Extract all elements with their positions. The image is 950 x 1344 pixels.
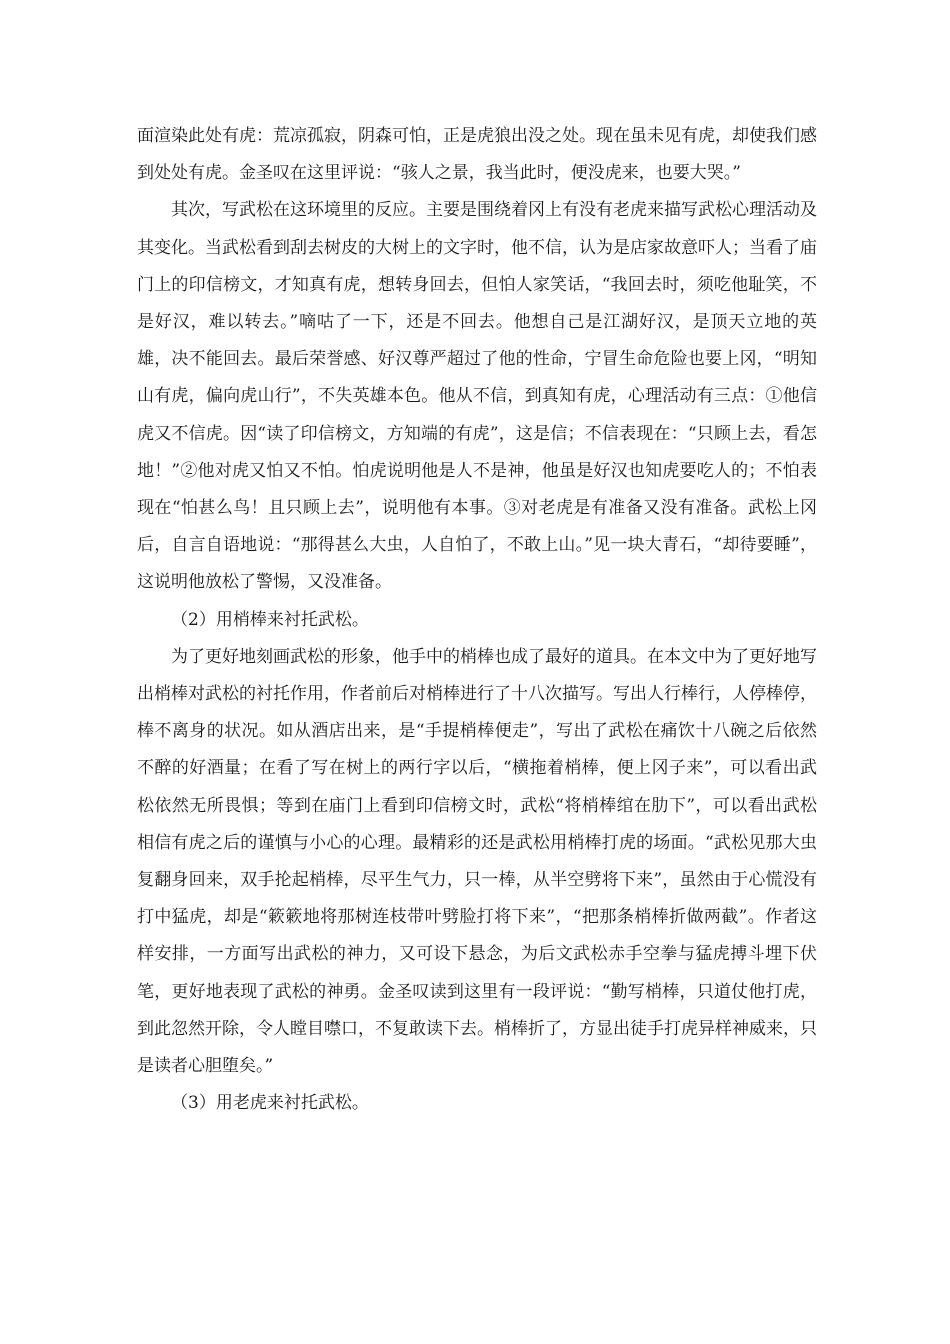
section-heading-staff: （2）用梢棒来衬托武松。 [171,609,369,630]
paragraph-staff: 为了更好地刻画武松的形象，他手中的梢棒也成了最好的道具。在本文中为了更好地写出梢棒对武松的衬托作用，作者前后对梢棒进行了十八次描写。写出人行棒行，人停棒停，棒不离身的状况。如从酒店出来，是“手提梢棒便走”，写出了武松在痛饮十八碗之后依然不醉的好酒量；在看了写在树上的两行字以后，“横拖着梢棒，便上冈子来”，可以看出武松依然无所畏惧；等到在庙门上看到印信榜文时，武松“将梢棒绾在肋下”，可以看出武松相信有虎之后的谨慎与小心的心理。最精彩的还是武松用梢棒打虎的场面。“武松见那大虫复翻身回来，双手抡起梢棒，尽平生气力，只一棒，从半空劈将下来”，虽然由于心慌没有打中猛虎，却是“簌簌地将那树连枝带叶劈脸打将下来”，“把那条梢棒折做两截”。作者这样安排，一方面写出武松的神力，又可设下悬念，为后文武松赤手空拳与猛虎搏斗埋下伏笔，更好地表现了武松的神勇。金圣叹读到这里有一段评说：“勤写梢棒，只道仗他打虎，到此忽然开除，令人瞠目噤口，不复敢读下去。梢棒折了，方显出徒手打虎异样神威来，只是读者心胆堕矣。” [137,646,817,1077]
document-body [137,118,817,1122]
paragraph-continued: 面渲染此处有虎：荒凉孤寂，阴森可怕，正是虎狼出没之处。现在虽未见有虎，却使我们感到处处有虎。金圣叹在这里评说：“骇人之景，我当此时，便没虎来，也要大哭。” [137,126,817,184]
section-heading-tiger: （3）用老虎来衬托武松。 [171,1093,369,1114]
paragraph-wusong-reaction: 其次，写武松在这环境里的反应。主要是围绕着冈上有没有老虎来描写武松心理活动及其变化。当武松看到刮去树皮的大树上的文字时，他不信，认为是店家故意吓人；当看了庙门上的印信榜文，才知真有虎，想转身回去，但怕人家笑话，“我回去时，须吃他耻笑，不是好汉，难以转去。”嘀咕了一下，还是不回去。他想自己是江湖好汉，是顶天立地的英雄，决不能回去。最后荣誉感、好汉尊严超过了他的性命，宁冒生命危险也要上冈，“明知山有虎，偏向虎山行”，不失英雄本色。他从不信，到真知有虎，心理活动有三点：①他信虎又不信虎。因“读了印信榜文，方知端的有虎”，这是信；不信表现在：“只顾上去，看怎地！”②他对虎又怕又不怕。怕虎说明他是人不是神，他虽是好汉也知虎要吃人的；不怕表现在“怕甚么鸟！且只顾上去”，说明他有本事。③对老虎是有准备又没有准备。武松上冈后，自言自语地说：“那得甚么大虫，人自怕了，不敢上山。”见一块大青石，“却待要睡”，这说明他放松了警惕，又没准备。 [137,200,817,593]
